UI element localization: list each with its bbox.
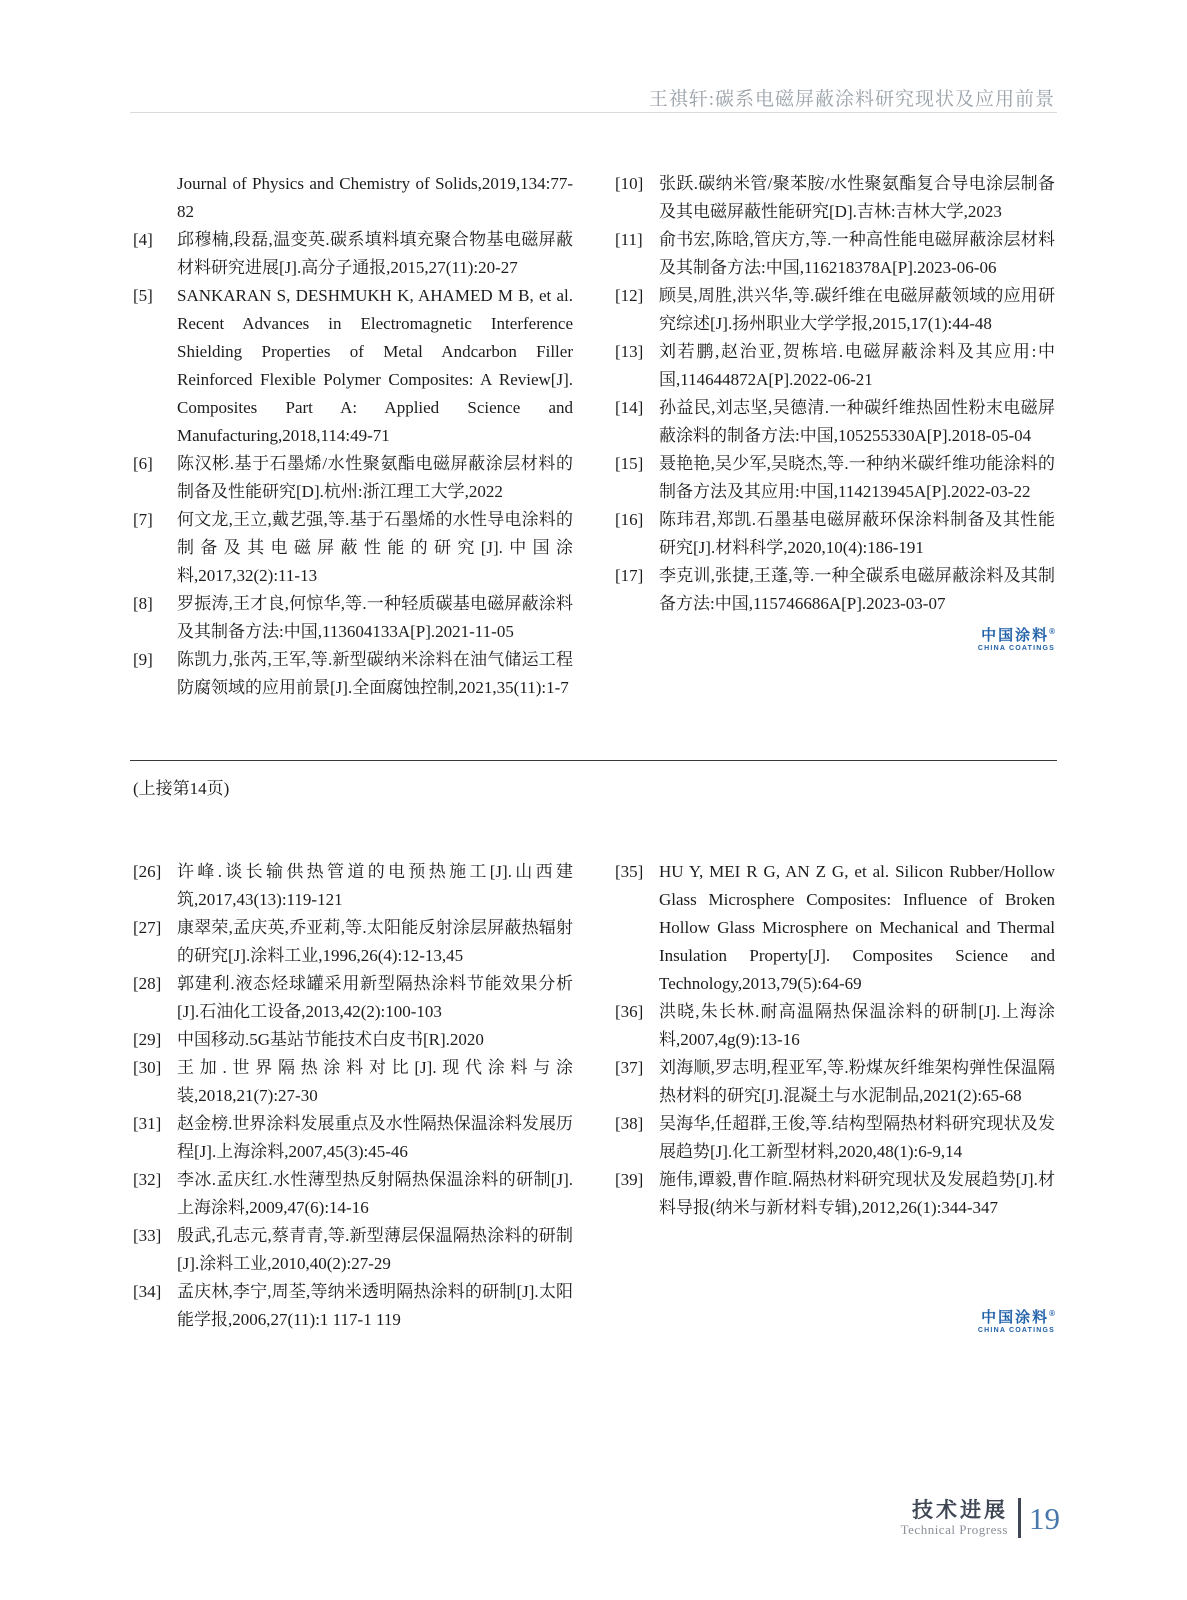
reference-text: SANKARAN S, DESHMUKH K, AHAMED M B, et al. Recent Advances in Electromagnetic Interference Shielding Properties of Metal Andcarbon Filler Reinforced Flexible Polymer Composites: A Review[J]. Composites Part A: Applied Science and Manufacturing,2018,114:49-71 [177, 286, 573, 445]
reference-number: [4] [133, 230, 153, 249]
reference-item [615, 1166, 1055, 1222]
reference-number: [33] [133, 1226, 162, 1245]
reference-item [133, 970, 573, 1026]
reference-item [133, 914, 573, 970]
reference-text: 李冰.孟庆红.水性薄型热反射隔热保温涂料的研制[J].上海涂料,2009,47(6):14-16 [177, 1170, 573, 1217]
reference-number: [15] [615, 454, 644, 473]
reference-item [133, 1026, 573, 1054]
reference-number: [11] [615, 230, 643, 249]
reference-number: [37] [615, 1058, 644, 1077]
reference-number: [17] [615, 566, 644, 585]
reference-text: 刘若鹏,赵治亚,贺栋培.电磁屏蔽涂料及其应用:中国,114644872A[P].2022-06-21 [659, 342, 1055, 389]
reference-text: 孟庆林,李宁,周荃,等纳米透明隔热涂料的研制[J].太阳能学报,2006,27(11):1 117-1 119 [177, 1282, 573, 1329]
reference-item [133, 590, 573, 646]
reference-item [133, 170, 573, 226]
reference-item [133, 1166, 573, 1222]
reference-text: 赵金榜.世界涂料发展重点及水性隔热保温涂料发展历程[J].上海涂料,2007,45(3):45-46 [177, 1114, 573, 1161]
reference-item [133, 1110, 573, 1166]
reference-number: [5] [133, 286, 153, 305]
reference-item [615, 858, 1055, 998]
references-section-top [133, 170, 1055, 702]
reference-text: 许峰.谈长输供热管道的电预热施工[J].山西建筑,2017,43(13):119-121 [177, 862, 573, 909]
reference-item [133, 1278, 573, 1334]
reference-text: 邱穆楠,段磊,温变英.碳系填料填充聚合物基电磁屏蔽材料研究进展[J].高分子通报,2015,27(11):20-27 [177, 230, 573, 277]
refs-top-right-items [615, 170, 1055, 618]
references-section-bottom [133, 858, 1055, 1334]
refs-top-left-column [133, 170, 573, 702]
reference-number: [10] [615, 174, 644, 193]
logo-cn-text: 中国涂料® [981, 627, 1055, 644]
reference-number: [16] [615, 510, 644, 529]
page-number: 19 [1029, 1500, 1060, 1536]
reference-text: 俞书宏,陈晗,管庆方,等.一种高性能电磁屏蔽涂层材料及其制备方法:中国,116218378A[P].2023-06-06 [659, 230, 1055, 277]
reference-number: [36] [615, 1002, 644, 1021]
reference-text: 洪晓,朱长林.耐高温隔热保温涂料的研制[J].上海涂料,2007,4g(9):13-16 [659, 1002, 1055, 1049]
reference-text: 李克训,张捷,王蓬,等.一种全碳系电磁屏蔽涂料及其制备方法:中国,115746686A[P].2023-03-07 [659, 566, 1055, 613]
footer-divider-bar [1018, 1498, 1021, 1538]
page-footer [901, 1498, 1060, 1538]
reference-item [133, 646, 573, 702]
reference-number: [9] [133, 650, 153, 669]
reference-text: 郭建利.液态烃球罐采用新型隔热涂料节能效果分析[J].石油化工设备,2013,42(2):100-103 [177, 974, 573, 1021]
reference-item [133, 450, 573, 506]
logo-cn-text: 中国涂料® [981, 1309, 1055, 1326]
reference-item [615, 1054, 1055, 1110]
logo-en-text: CHINA COATINGS [977, 644, 1055, 652]
reference-text: 孙益民,刘志坚,吴德清.一种碳纤维热固性粉末电磁屏蔽涂料的制备方法:中国,105255330A[P].2018-05-04 [659, 398, 1055, 445]
reference-item [615, 998, 1055, 1054]
registered-mark-icon: ® [1049, 1309, 1055, 1318]
reference-text: 陈玮君,郑凯.石墨基电磁屏蔽环保涂料制备及其性能研究[J].材料科学,2020,10(4):186-191 [659, 510, 1055, 557]
reference-number: [28] [133, 974, 162, 993]
refs-top-right-column [615, 170, 1055, 702]
logo-en-text: CHINA COATINGS [977, 1326, 1055, 1334]
reference-item [615, 1110, 1055, 1166]
reference-item [133, 506, 573, 590]
reference-number: [32] [133, 1170, 162, 1189]
reference-text: 陈凯力,张芮,王军,等.新型碳纳米涂料在油气储运工程防腐领域的应用前景[J].全面腐蚀控制,2021,35(11):1-7 [177, 650, 573, 697]
reference-text: 陈汉彬.基于石墨烯/水性聚氨酯电磁屏蔽涂层材料的制备及性能研究[D].杭州:浙江理工大学,2022 [177, 454, 573, 501]
reference-number: [6] [133, 454, 153, 473]
reference-text: 殷武,孔志元,蔡青青,等.新型薄层保温隔热涂料的研制[J].涂料工业,2010,40(2):27-29 [177, 1226, 573, 1273]
reference-number: [34] [133, 1282, 162, 1301]
reference-number: [13] [615, 342, 644, 361]
reference-number: [7] [133, 510, 153, 529]
reference-number: [27] [133, 918, 162, 937]
reference-item [615, 394, 1055, 450]
reference-text: 张跃.碳纳米管/聚苯胺/水性聚氨酯复合导电涂层制备及其电磁屏蔽性能研究[D].吉林:吉林大学,2023 [659, 174, 1055, 221]
reference-text: 罗振涛,王才良,何惊华,等.一种轻质碳基电磁屏蔽涂料及其制备方法:中国,113604133A[P].2021-11-05 [177, 594, 573, 641]
reference-item [615, 282, 1055, 338]
reference-number: [30] [133, 1058, 162, 1077]
reference-item [615, 170, 1055, 226]
reference-number: [12] [615, 286, 644, 305]
reference-item [133, 282, 573, 450]
reference-number: [8] [133, 594, 153, 613]
reference-item [133, 858, 573, 914]
reference-text: 何文龙,王立,戴艺强,等.基于石墨烯的水性导电涂料的制备及其电磁屏蔽性能的研究[J].中国涂料,2017,32(2):11-13 [177, 510, 573, 585]
refs-bottom-right-items [615, 858, 1055, 1222]
reference-item [615, 338, 1055, 394]
reference-text: 中国移动.5G基站节能技术白皮书[R].2020 [177, 1030, 484, 1049]
reference-item [615, 562, 1055, 618]
footer-title-cn: 技术进展 [912, 1498, 1008, 1522]
footer-section-title [901, 1499, 1008, 1538]
running-header [130, 84, 1055, 111]
reference-number: [39] [615, 1170, 644, 1189]
reference-text: 聂艳艳,吴少军,吴晓杰,等.一种纳米碳纤维功能涂料的制备方法及其应用:中国,114213945A[P].2022-03-22 [659, 454, 1055, 501]
reference-text: HU Y, MEI R G, AN Z G, et al. Silicon Rubber/Hollow Glass Microsphere Composites: Influence of Broken Hollow Glass Microsphere on Mechanical and Thermal Insulation Property[J]. Composites Science and Technology,2013,79(5):64-69 [659, 862, 1055, 993]
reference-number: [35] [615, 862, 644, 881]
refs-bottom-right-column [615, 858, 1055, 1334]
continuation-note: (上接第14页) [133, 779, 230, 798]
reference-item [133, 1054, 573, 1110]
registered-mark-icon: ® [1049, 627, 1055, 636]
reference-text: 施伟,谭毅,曹作暄.隔热材料研究现状及发展趋势[J].材料导报(纳米与新材料专辑),2012,26(1):344-347 [659, 1170, 1055, 1217]
reference-item [615, 450, 1055, 506]
header-rule [130, 112, 1057, 113]
reference-item [615, 226, 1055, 282]
section-divider [130, 760, 1057, 761]
reference-number: [31] [133, 1114, 162, 1133]
china-coatings-logo [615, 1310, 1055, 1334]
reference-item [133, 226, 573, 282]
reference-number: [14] [615, 398, 644, 417]
reference-item [615, 506, 1055, 562]
footer-title-en: Technical Progress [900, 1521, 1008, 1537]
reference-text: 顾昊,周胜,洪兴华,等.碳纤维在电磁屏蔽领域的应用研究综述[J].扬州职业大学学报,2015,17(1):44-48 [659, 286, 1055, 333]
running-title: 王祺轩:碳系电磁屏蔽涂料研究现状及应用前景 [648, 89, 1055, 110]
reference-text: 康翠荣,孟庆英,乔亚莉,等.太阳能反射涂层屏蔽热辐射的研究[J].涂料工业,1996,26(4):12-13,45 [177, 918, 573, 965]
reference-number: [38] [615, 1114, 644, 1133]
refs-bottom-left-column [133, 858, 573, 1334]
reference-text: 刘海顺,罗志明,程亚军,等.粉煤灰纤维架构弹性保温隔热材料的研究[J].混凝土与水泥制品,2021(2):65-68 [659, 1058, 1055, 1105]
reference-text: 吴海华,任超群,王俊,等.结构型隔热材料研究现状及发展趋势[J].化工新型材料,2020,48(1):6-9,14 [659, 1114, 1055, 1161]
reference-item [133, 1222, 573, 1278]
reference-text: Journal of Physics and Chemistry of Solids,2019,134:77-82 [177, 174, 573, 221]
china-coatings-logo [615, 628, 1055, 652]
reference-text: 王加.世界隔热涂料对比[J].现代涂料与涂装,2018,21(7):27-30 [177, 1058, 573, 1105]
reference-number: [26] [133, 862, 162, 881]
reference-number: [29] [133, 1030, 162, 1049]
